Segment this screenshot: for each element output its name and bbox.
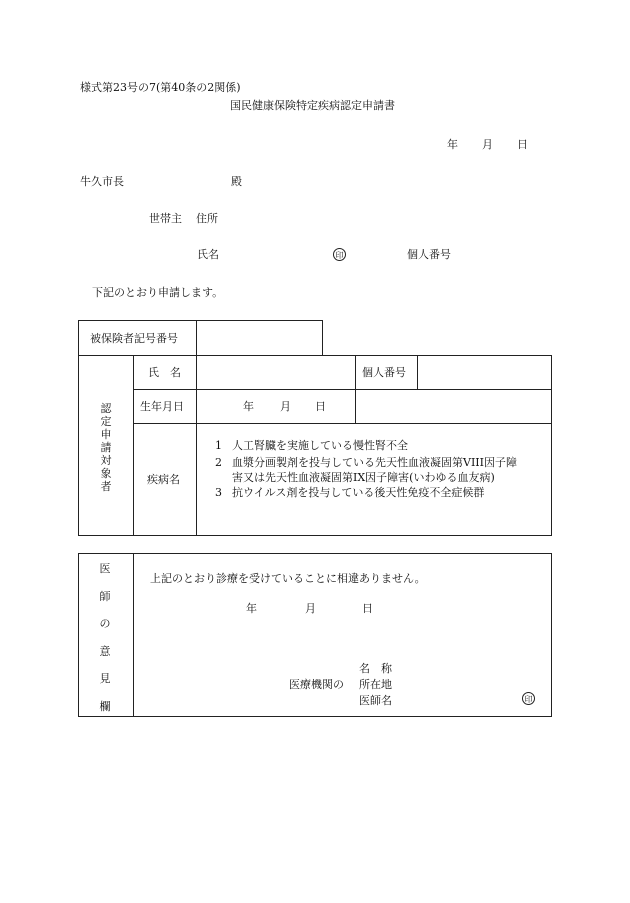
doctor-label-char-1: 医 [99,562,111,575]
addressee-city-head: 牛久市長 [80,175,124,188]
insured-number-field[interactable] [198,322,320,354]
disease-1-number: 1 [215,439,222,452]
doctor-name-label: 医師名 [359,694,392,707]
applicant-seal-icon: 印 [333,248,346,261]
date-day-label: 日 [517,138,528,151]
doctor-date-month: 月 [305,602,316,615]
doctor-statement: 上記のとおり診療を受けていることに相違ありません。 [150,572,426,585]
target-my-number-field[interactable] [420,358,548,386]
disease-3-text: 抗ウイルス剤を投与している後天性免疫不全症候群 [232,486,485,499]
name-label: 氏 名 [148,366,181,379]
doctor-seal-icon: 印 [522,692,535,705]
insured-number-label: 被保険者記号番号 [90,332,178,345]
doctor-label-char-4: 意 [99,644,111,658]
applicant-my-number-label: 個人番号 [407,248,451,261]
institution-location-label: 所在地 [359,678,392,691]
disease-1-text: 人工腎臓を実施している慢性腎不全 [232,439,408,452]
form-number: 様式第23号の7(第40条の2関係) [80,81,241,94]
disease-label: 疾病名 [147,473,180,486]
doctor-label-char-5: 見 [99,672,111,685]
address-label: 住所 [196,212,218,225]
institution-name-label: 名 称 [359,662,392,675]
birth-month-label: 月 [280,400,291,413]
target-my-number-label: 個人番号 [362,366,406,379]
doctor-date-day: 日 [362,602,373,615]
intro-text: 下記のとおり申請します。 [92,286,224,299]
doctor-opinion-vertical-label [98,562,112,727]
target-person-vertical-label: 認定申請対象者 [100,402,112,493]
form-title: 国民健康保険特定疾病認定申請書 [230,99,395,112]
institution-label: 医療機関の [289,678,344,691]
birth-day-label: 日 [315,400,326,413]
doctor-date-year: 年 [246,602,257,615]
doctor-label-char-2: 師 [99,589,111,603]
date-month-label: 月 [482,138,493,151]
birth-year-label: 年 [243,400,254,413]
doctor-label-char-3: の [99,617,111,630]
applicant-name-label: 氏名 [197,248,219,261]
addressee-honorific: 殿 [231,175,242,188]
householder-label: 世帯主 [149,212,182,225]
disease-2-number: 2 [215,456,222,469]
birth-date-label: 生年月日 [140,400,184,413]
disease-2-text-line1: 血漿分画製剤を投与している先天性血液凝固第VIII因子障 [232,456,517,469]
date-year-label: 年 [447,138,458,151]
disease-2-text-line2: 害又は先天性血液凝固第IX因子障害(いわゆる血友病) [232,471,495,484]
target-name-field[interactable] [199,358,352,386]
disease-3-number: 3 [215,486,222,499]
doctor-label-char-6: 欄 [99,699,111,713]
